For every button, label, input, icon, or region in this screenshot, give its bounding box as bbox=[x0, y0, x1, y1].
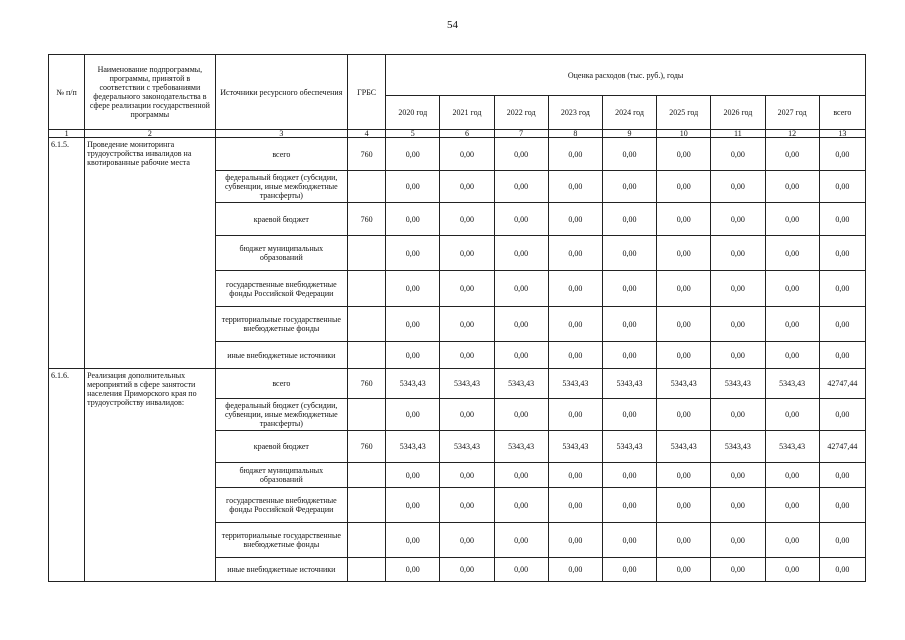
year-value: 0,00 bbox=[386, 307, 440, 342]
year-value: 0,00 bbox=[657, 138, 711, 171]
year-value: 0,00 bbox=[440, 558, 494, 582]
year-value: 0,00 bbox=[657, 463, 711, 488]
total-value: 0,00 bbox=[819, 307, 865, 342]
year-value: 0,00 bbox=[440, 203, 494, 236]
grbs-code bbox=[348, 399, 386, 431]
section-name: Проведение мониторинга трудоустройства инвалидов на квотированные рабочие места bbox=[85, 138, 215, 369]
grbs-code bbox=[348, 463, 386, 488]
year-2023: 2023 год bbox=[548, 96, 602, 130]
grbs-code bbox=[348, 307, 386, 342]
table-body bbox=[49, 55, 866, 582]
year-value: 0,00 bbox=[494, 463, 548, 488]
year-value: 0,00 bbox=[548, 307, 602, 342]
year-value: 5343,43 bbox=[386, 369, 440, 399]
year-value: 0,00 bbox=[711, 342, 765, 369]
year-value: 0,00 bbox=[548, 342, 602, 369]
total-value: 0,00 bbox=[819, 399, 865, 431]
year-value: 0,00 bbox=[657, 342, 711, 369]
year-value: 0,00 bbox=[657, 523, 711, 558]
section-name: Реализация дополнительных мероприятий в сфере занятости населения Приморского края по трудоустройству инвалидов: bbox=[85, 369, 215, 582]
year-value: 0,00 bbox=[602, 307, 656, 342]
year-value: 0,00 bbox=[711, 463, 765, 488]
col-index: 7 bbox=[494, 130, 548, 138]
col-index: 5 bbox=[386, 130, 440, 138]
col-index: 4 bbox=[348, 130, 386, 138]
year-value: 0,00 bbox=[548, 171, 602, 203]
year-value: 0,00 bbox=[440, 307, 494, 342]
col-index: 6 bbox=[440, 130, 494, 138]
year-value: 0,00 bbox=[657, 307, 711, 342]
year-value: 0,00 bbox=[440, 342, 494, 369]
total-value: 0,00 bbox=[819, 236, 865, 271]
page-number: 54 bbox=[447, 19, 458, 31]
funding-source: территориальные государственные внебюджетные фонды bbox=[215, 307, 347, 342]
header-estimate: Оценка расходов (тыс. руб.), годы bbox=[386, 55, 866, 96]
total-value: 42747,44 bbox=[819, 369, 865, 399]
year-value: 0,00 bbox=[711, 271, 765, 307]
year-value: 0,00 bbox=[765, 523, 819, 558]
funding-source: краевой бюджет bbox=[215, 431, 347, 463]
col-index: 1 bbox=[49, 130, 85, 138]
year-value: 0,00 bbox=[657, 399, 711, 431]
year-value: 5343,43 bbox=[657, 369, 711, 399]
year-value: 0,00 bbox=[494, 342, 548, 369]
year-2026: 2026 год bbox=[711, 96, 765, 130]
year-value: 0,00 bbox=[711, 307, 765, 342]
funding-source: всего bbox=[215, 369, 347, 399]
grbs-code bbox=[348, 342, 386, 369]
funding-source: федеральный бюджет (субсидии, субвенции, иные межбюджетные трансферты) bbox=[215, 399, 347, 431]
year-value: 0,00 bbox=[765, 399, 819, 431]
col-index: 8 bbox=[548, 130, 602, 138]
year-value: 0,00 bbox=[548, 271, 602, 307]
funding-source: бюджет муниципальных образований bbox=[215, 236, 347, 271]
funding-source: государственные внебюджетные фонды Российской Федерации bbox=[215, 488, 347, 523]
grbs-code: 760 bbox=[348, 369, 386, 399]
funding-source: всего bbox=[215, 138, 347, 171]
total-value: 0,00 bbox=[819, 463, 865, 488]
year-value: 0,00 bbox=[711, 236, 765, 271]
col-index: 10 bbox=[657, 130, 711, 138]
year-2027: 2027 год bbox=[765, 96, 819, 130]
year-value: 0,00 bbox=[494, 271, 548, 307]
year-total: всего bbox=[819, 96, 865, 130]
grbs-code bbox=[348, 488, 386, 523]
section-number: 6.1.5. bbox=[49, 138, 85, 369]
year-value: 0,00 bbox=[657, 203, 711, 236]
year-value: 0,00 bbox=[386, 463, 440, 488]
year-value: 0,00 bbox=[386, 203, 440, 236]
total-value: 0,00 bbox=[819, 138, 865, 171]
year-value: 0,00 bbox=[657, 236, 711, 271]
funding-source: государственные внебюджетные фонды Российской Федерации bbox=[215, 271, 347, 307]
year-2022: 2022 год bbox=[494, 96, 548, 130]
year-value: 0,00 bbox=[440, 138, 494, 171]
col-index: 2 bbox=[85, 130, 215, 138]
funding-source: территориальные государственные внебюджетные фонды bbox=[215, 523, 347, 558]
year-2021: 2021 год bbox=[440, 96, 494, 130]
year-value: 0,00 bbox=[494, 488, 548, 523]
year-value: 0,00 bbox=[765, 463, 819, 488]
year-value: 5343,43 bbox=[765, 369, 819, 399]
year-value: 0,00 bbox=[711, 203, 765, 236]
year-value: 0,00 bbox=[602, 171, 656, 203]
year-value: 0,00 bbox=[548, 463, 602, 488]
year-value: 0,00 bbox=[386, 342, 440, 369]
year-value: 0,00 bbox=[494, 399, 548, 431]
year-value: 0,00 bbox=[548, 558, 602, 582]
year-value: 5343,43 bbox=[711, 431, 765, 463]
total-value: 0,00 bbox=[819, 271, 865, 307]
grbs-code bbox=[348, 558, 386, 582]
year-value: 0,00 bbox=[711, 138, 765, 171]
year-value: 0,00 bbox=[602, 488, 656, 523]
year-value: 0,00 bbox=[494, 307, 548, 342]
header-name: Наименование подпрограммы, программы, принятой в соответствии с требованиями федерального законодательства в сфере реализации государственной программы bbox=[85, 55, 215, 130]
year-value: 0,00 bbox=[765, 558, 819, 582]
year-value: 0,00 bbox=[711, 399, 765, 431]
total-value: 0,00 bbox=[819, 488, 865, 523]
total-value: 0,00 bbox=[819, 523, 865, 558]
year-value: 0,00 bbox=[548, 203, 602, 236]
year-value: 0,00 bbox=[711, 171, 765, 203]
col-index: 13 bbox=[819, 130, 865, 138]
section-number: 6.1.6. bbox=[49, 369, 85, 582]
year-value: 0,00 bbox=[548, 236, 602, 271]
year-value: 5343,43 bbox=[548, 431, 602, 463]
year-2024: 2024 год bbox=[602, 96, 656, 130]
funding-source: бюджет муниципальных образований bbox=[215, 463, 347, 488]
year-value: 0,00 bbox=[765, 307, 819, 342]
year-2025: 2025 год bbox=[657, 96, 711, 130]
year-value: 0,00 bbox=[602, 203, 656, 236]
col-index: 9 bbox=[602, 130, 656, 138]
year-value: 5343,43 bbox=[548, 369, 602, 399]
header-grbs: ГРБС bbox=[348, 55, 386, 130]
year-value: 0,00 bbox=[440, 171, 494, 203]
col-index: 11 bbox=[711, 130, 765, 138]
year-value: 5343,43 bbox=[494, 369, 548, 399]
total-value: 0,00 bbox=[819, 203, 865, 236]
year-value: 5343,43 bbox=[440, 431, 494, 463]
year-value: 0,00 bbox=[494, 138, 548, 171]
funding-source: иные внебюджетные источники bbox=[215, 558, 347, 582]
grbs-code bbox=[348, 271, 386, 307]
funding-source: федеральный бюджет (субсидии, субвенции, иные межбюджетные трансферты) bbox=[215, 171, 347, 203]
grbs-code: 760 bbox=[348, 138, 386, 171]
grbs-code: 760 bbox=[348, 203, 386, 236]
year-value: 0,00 bbox=[765, 271, 819, 307]
year-value: 0,00 bbox=[711, 488, 765, 523]
year-2020: 2020 год bbox=[386, 96, 440, 130]
year-value: 0,00 bbox=[494, 203, 548, 236]
funding-source: краевой бюджет bbox=[215, 203, 347, 236]
year-value: 0,00 bbox=[440, 523, 494, 558]
year-value: 0,00 bbox=[548, 399, 602, 431]
year-value: 0,00 bbox=[602, 399, 656, 431]
year-value: 0,00 bbox=[494, 171, 548, 203]
col-index: 3 bbox=[215, 130, 347, 138]
year-value: 5343,43 bbox=[386, 431, 440, 463]
total-value: 0,00 bbox=[819, 171, 865, 203]
year-value: 5343,43 bbox=[711, 369, 765, 399]
year-value: 0,00 bbox=[548, 138, 602, 171]
year-value: 0,00 bbox=[440, 399, 494, 431]
year-value: 0,00 bbox=[494, 236, 548, 271]
year-value: 0,00 bbox=[386, 236, 440, 271]
year-value: 0,00 bbox=[602, 236, 656, 271]
year-value: 5343,43 bbox=[494, 431, 548, 463]
year-value: 0,00 bbox=[602, 271, 656, 307]
year-value: 5343,43 bbox=[440, 369, 494, 399]
year-value: 0,00 bbox=[386, 171, 440, 203]
year-value: 0,00 bbox=[386, 523, 440, 558]
year-value: 0,00 bbox=[765, 342, 819, 369]
total-value: 0,00 bbox=[819, 558, 865, 582]
year-value: 5343,43 bbox=[602, 431, 656, 463]
year-value: 0,00 bbox=[548, 488, 602, 523]
year-value: 5343,43 bbox=[602, 369, 656, 399]
header-row bbox=[49, 55, 866, 96]
year-value: 0,00 bbox=[657, 271, 711, 307]
year-value: 0,00 bbox=[602, 342, 656, 369]
year-value: 0,00 bbox=[602, 523, 656, 558]
year-value: 0,00 bbox=[765, 203, 819, 236]
year-value: 0,00 bbox=[657, 171, 711, 203]
year-value: 0,00 bbox=[765, 236, 819, 271]
year-value: 0,00 bbox=[657, 558, 711, 582]
year-value: 0,00 bbox=[548, 523, 602, 558]
year-value: 0,00 bbox=[386, 399, 440, 431]
year-value: 0,00 bbox=[494, 523, 548, 558]
year-value: 0,00 bbox=[711, 523, 765, 558]
total-value: 42747,44 bbox=[819, 431, 865, 463]
year-value: 0,00 bbox=[440, 236, 494, 271]
year-value: 0,00 bbox=[657, 488, 711, 523]
year-value: 0,00 bbox=[602, 138, 656, 171]
table-row bbox=[49, 138, 866, 171]
year-value: 0,00 bbox=[386, 488, 440, 523]
table-row bbox=[49, 369, 866, 399]
year-value: 0,00 bbox=[765, 488, 819, 523]
header-source: Источники ресурсного обеспечения bbox=[215, 55, 347, 130]
column-index-row bbox=[49, 130, 866, 138]
year-value: 0,00 bbox=[602, 463, 656, 488]
grbs-code bbox=[348, 171, 386, 203]
grbs-code bbox=[348, 236, 386, 271]
year-value: 0,00 bbox=[386, 271, 440, 307]
year-value: 0,00 bbox=[440, 463, 494, 488]
year-value: 0,00 bbox=[711, 558, 765, 582]
grbs-code bbox=[348, 523, 386, 558]
grbs-code: 760 bbox=[348, 431, 386, 463]
total-value: 0,00 bbox=[819, 342, 865, 369]
year-value: 5343,43 bbox=[657, 431, 711, 463]
year-value: 0,00 bbox=[765, 171, 819, 203]
year-value: 0,00 bbox=[386, 138, 440, 171]
header-num: № п/п bbox=[49, 55, 85, 130]
year-value: 0,00 bbox=[440, 488, 494, 523]
year-value: 5343,43 bbox=[765, 431, 819, 463]
col-index: 12 bbox=[765, 130, 819, 138]
funding-source: иные внебюджетные источники bbox=[215, 342, 347, 369]
year-value: 0,00 bbox=[386, 558, 440, 582]
year-value: 0,00 bbox=[602, 558, 656, 582]
expense-table bbox=[48, 54, 866, 582]
year-value: 0,00 bbox=[494, 558, 548, 582]
year-value: 0,00 bbox=[765, 138, 819, 171]
year-value: 0,00 bbox=[440, 271, 494, 307]
